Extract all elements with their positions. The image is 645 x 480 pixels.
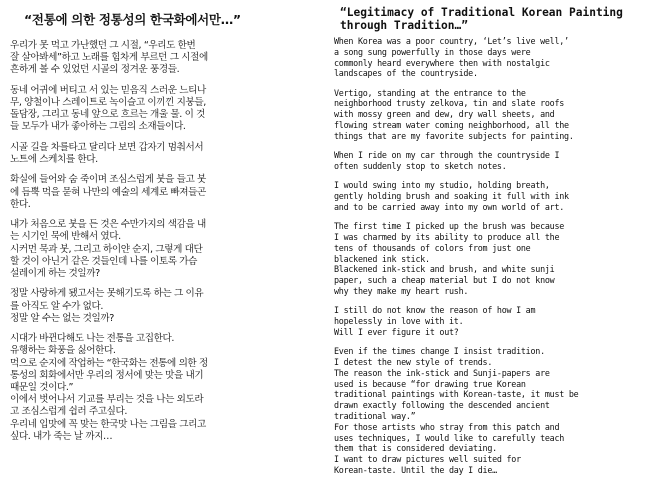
korean-paragraph: 우리가 못 먹고 가난했던 그 시절, “우리도 한번 잘 살아봐세”하고 노래를 힘차게 부르던 그 시절에 흔하게 볼 수 있었던 시골의 정겨운 풍경들. <box>10 40 208 76</box>
korean-title: “전통에 의한 정통성의 한국화에서만…” <box>24 12 241 27</box>
korean-paragraph: 내가 처음으로 붓을 든 것은 수만가지의 색감을 내 는 시기인 묵에 반해서 였다. 시커먼 묵과 붓, 그리고 하이얀 순지, 그렇게 대단 할 것이 아닌거 같은 것들인데 나를 이토록 가슴 설레이게 하는 것일까? <box>10 219 206 279</box>
english-paragraph: I still do not know the reason of how I am hopelessly in love with it. Will I ever figure it out? <box>334 305 536 337</box>
english-paragraph: When Korea was a poor country, ‘Let’s live well,’ a song sung powerfully in those days were commonly heard everywhere then with nostalgic landscapes of the countryside. <box>334 36 569 79</box>
english-paragraph: Vertigo, standing at the entrance to the neighborhood trusty zelkova, tin and slate roofs with mossy green and dew, dry wall sheets, and flowing stream water coming neighborhood, all the things that are my favorite subjects for painting. <box>334 87 574 141</box>
english-paragraph: When I ride on my car through the countryside I often suddenly stop to sketch notes. <box>334 150 560 171</box>
english-title: “Legitimacy of Traditional Korean Painting through Tradition…” <box>340 6 623 32</box>
english-paragraph: The first time I picked up the brush was because I was charmed by its ability to produce all the tens of thousands of colors from just one blackened ink stick. Blackened ink-stick and brush, and white sunji paper, such a cheap material but I do not know why they make my heart rush. <box>334 221 565 296</box>
korean-paragraph: 시골 길을 차를타고 달리다 보면 갑자기 멈춰서서 노트에 스케치를 한다. <box>10 141 204 165</box>
korean-paragraph: 동네 어귀에 버티고 서 있는 믿음직 스러운 느티나 무, 양철이나 스레이트로 녹이슬고 이끼낀 지붕들, 돌담장, 그리고 동네 앞으로 흐르는 개울 물. 이 것 들 모두가 내가 좋아하는 그림의 소재들이다. <box>10 84 206 133</box>
english-column <box>322 0 645 480</box>
english-paragraph: I would swing into my studio, holding breath, gently holding brush and soaking it full with ink and to be carried away into my own world of art. <box>334 180 569 212</box>
korean-paragraph: 시대가 바뀐다해도 나는 전통을 고집한다. 유행하는 화풍을 싫어한다. 먹으로 순지에 작업하는 “한국화는 전통에 의한 정 통성의 회화에서만 우리의 정서에 맞는 맛을 내기 때문일 것이다.” 이에서 벗어나서 기교를 부리는 것을 나는 외도라 고 조심스럽게 쉽러 주고싶다. 우리네 입맛에 꼭 맞는 한국맛 나는 그림을 그리고 싶다. 내가 죽는 날 까지… <box>10 333 208 442</box>
english-paragraph: Even if the times change I insist tradition. I detest the new style of trends. The reason the ink-stick and Sunji-papers are used is because “for drawing true Korean traditional paintings with Korean-taste, it must be drawn exactly following the descended ancient traditional way.” For those artists who stray from this patch and uses techniques, I would like to carefully teach them that is considered deviating. I want to draw pictures well suited for Korean-taste. Until the day I die… <box>334 346 579 475</box>
korean-paragraph: 화실에 들어와 숨 죽이며 조심스럽게 붓을 들고 붓 에 듬뿍 먹을 묻혀 나만의 예술의 세계로 빠져들곤 한다. <box>10 174 206 210</box>
korean-column <box>0 0 322 480</box>
korean-paragraph: 정말 사랑하게 됐고서는 못해기도록 하는 그 이유 를 아직도 알 수가 없다. 정말 알 수는 없는 것일까? <box>10 288 204 324</box>
